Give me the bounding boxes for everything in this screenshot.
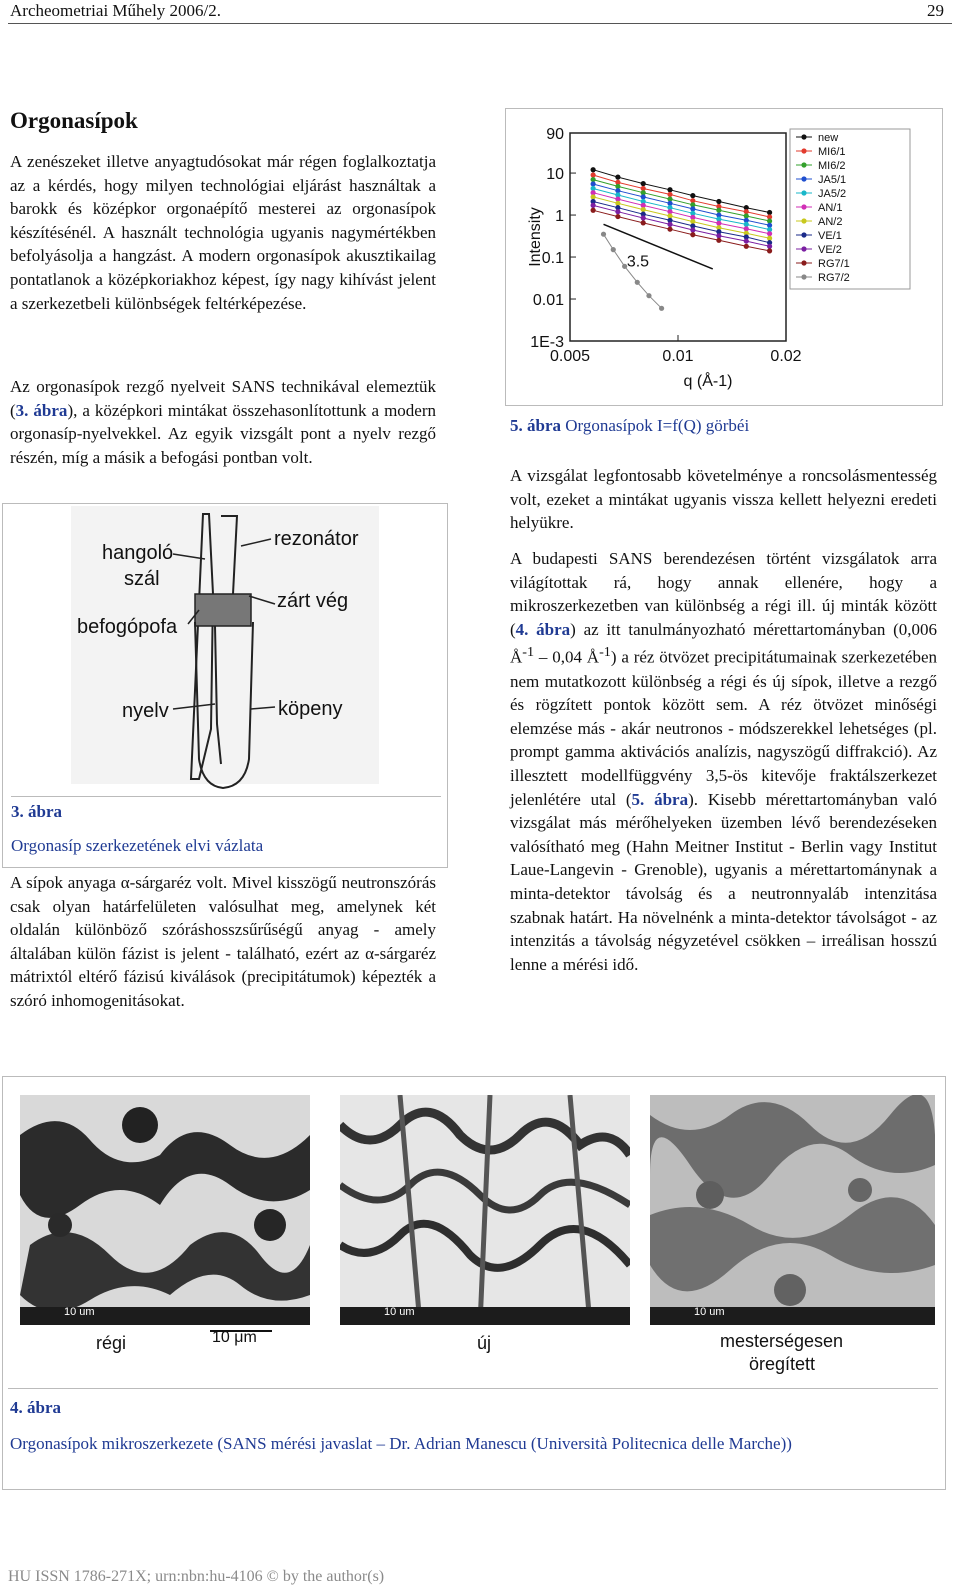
micrograph-regi xyxy=(20,1095,310,1325)
label-hangolo: hangoló xyxy=(102,542,174,564)
label-nyelv: nyelv xyxy=(122,700,169,722)
data-point xyxy=(641,220,646,225)
figure-3-label: 3. ábra xyxy=(11,802,62,821)
rp2-sup2: -1 xyxy=(599,644,611,661)
right-paragraph-2 xyxy=(510,547,937,976)
legend-label: JA5/1 xyxy=(818,174,847,186)
legend-swatch-marker xyxy=(801,162,806,167)
figure-3-frame xyxy=(2,503,448,868)
data-point xyxy=(690,193,695,198)
p2-text-b: ), a középkori mintákat összehasonlítottunk a modern orgonasíp-nyelvekkel. Az egyik vizsgált pont a nyelv rezgő részén, míg a másik a befogási pontban volt. xyxy=(10,400,436,467)
left-paragraph-2 xyxy=(10,375,436,469)
legend-swatch-marker xyxy=(801,218,806,223)
y-tick-label: 0.01 xyxy=(532,292,564,310)
x-tick-label: 0.01 xyxy=(662,348,694,365)
micrograph-uj-scale: 10 um xyxy=(384,1306,415,1318)
left-paragraph-3: A sípok anyaga α-sárgaréz volt. Mivel kisszögű neutronszórás csak olyan határfelületen valósulhat meg, amelynek két oldalán különböző szóráshosszsűrűségű anyag - amely általában külön fázist is jelent - található, ezért az α-sárgaréz mátrixtól eltérő fázisú kiválások (precipitátumok) képezték a szóró inhomogenitásokat. xyxy=(10,873,436,1010)
figure-3-caption: Orgonasíp szerkezetének elvi vázlata xyxy=(11,836,264,855)
data-point xyxy=(591,181,596,186)
data-point xyxy=(611,247,616,252)
header-rule xyxy=(8,23,952,24)
data-point xyxy=(767,244,772,249)
data-point xyxy=(591,208,596,213)
figure-5-caption-line xyxy=(510,414,749,437)
figure-3-divider xyxy=(11,796,441,797)
data-point xyxy=(615,209,620,214)
rp2-sup1: -1 xyxy=(522,644,535,661)
section-title: Orgonasípok xyxy=(10,108,138,133)
data-point xyxy=(716,233,721,238)
figure-ref-3[interactable]: 3. ábra xyxy=(15,400,68,420)
rp2-c: – 0,04 Å xyxy=(534,648,600,668)
label-rezonator: rezonátor xyxy=(274,528,359,550)
legend-swatch-marker xyxy=(801,232,806,237)
data-point xyxy=(690,227,695,232)
panel-label-uj: új xyxy=(477,1333,492,1353)
scale-bar-label: 10 μm xyxy=(212,1329,257,1346)
clamp-block xyxy=(195,594,251,626)
micrograph-oregitett xyxy=(650,1095,935,1325)
legend-swatch-marker xyxy=(801,204,806,209)
legend-label: JA5/2 xyxy=(818,188,847,200)
label-szal: szál xyxy=(124,568,160,590)
rp2-b: ) az itt tanulmányozható mérettartományban (0,006 Å xyxy=(510,619,937,668)
figure-5-label: 5. ábra xyxy=(510,416,561,435)
data-point xyxy=(615,214,620,219)
footer-issn: HU ISSN 1786-271X; urn:nbn:hu-4106 © by the author(s) xyxy=(8,1568,385,1585)
data-point xyxy=(667,222,672,227)
micrograph-oregitett-image xyxy=(650,1095,935,1325)
figure-4-divider xyxy=(8,1388,938,1389)
data-point xyxy=(591,194,596,199)
legend-swatch-marker xyxy=(801,148,806,153)
data-point xyxy=(591,172,596,177)
data-point xyxy=(744,222,749,227)
micrograph-regi-scale: 10 um xyxy=(64,1306,95,1318)
p2-text-a: Az orgonasípok rezgő nyelveit SANS technikával elemeztük ( xyxy=(10,377,436,420)
data-point xyxy=(716,238,721,243)
legend-label: VE/1 xyxy=(818,230,842,242)
rp2-a: A budapesti SANS berendezésen történt vizsgálatok arra világítottak rá, hogy annak ellenére, hogy a mikroszerkezetben van különbség a régi ill. új minták között ( xyxy=(510,549,937,639)
page-number: 29 xyxy=(927,1,944,20)
data-point xyxy=(744,238,749,243)
legend-swatch-marker xyxy=(801,246,806,251)
x-tick-label: 0.005 xyxy=(549,348,591,365)
figure-5-frame xyxy=(505,108,943,406)
data-point xyxy=(601,232,606,237)
micrograph-regi-image xyxy=(20,1095,310,1325)
panel-label-oregitett: öregített xyxy=(749,1354,816,1374)
rp2-e: ). Kisebb mérettartományban való vizsgálat más mérőhelyeken üzemben lévő berendezéseken valósítható meg (Hahn Meitner Institut - Berlin vagy Institut Laue-Langevin - Grenoble), ugyanis a mérettartománynak a minta-detektor távolság és a neutronnyaláb intenzitása szabnak határt. Ha növelnénk a minta-detektor távolságot - az intenzitás a távolság négyzetével csökken – irreálisan hosszú lenne a mérési idő. xyxy=(510,789,938,974)
data-point xyxy=(641,181,646,186)
figure-4-caption: Orgonasípok mikroszerkezete (SANS mérési javaslat – Dr. Adrian Manescu (Università Politecnica delle Marche)) xyxy=(10,1434,792,1453)
data-point xyxy=(767,210,772,215)
legend-label: new xyxy=(818,132,839,144)
x-axis-label: q (Å-1) xyxy=(683,373,733,390)
figure-4-label: 4. ábra xyxy=(10,1398,61,1417)
data-point xyxy=(591,167,596,172)
legend-label: RG7/2 xyxy=(818,272,850,284)
plot-area xyxy=(570,133,786,341)
data-point xyxy=(716,221,721,226)
panel-label-mestersegesen: mesterségesen xyxy=(720,1331,844,1351)
data-point xyxy=(635,280,640,285)
data-point xyxy=(646,293,651,298)
panel-label-regi: régi xyxy=(96,1333,127,1353)
x-tick-label: 0.02 xyxy=(770,348,802,365)
y-tick-label: 90 xyxy=(546,126,564,143)
micrograph-uj-image xyxy=(340,1095,630,1325)
data-point xyxy=(667,192,672,197)
left-paragraph-1: A zenészeket illetve anyagtudósokat már régen foglalkoztatja az a kérdés, hogy milyen technológiai eljárást használtak a barokk és középkor orgonaépítő mesterei az orgonasípok készítésénél. A használt technológia ugyanis nagymértékben befolyásolja a hangzást. A modern orgonasípok akusztikailag pontatlanok a középkoriakhoz képest, így nagy kihívást jelent a szerkezetbeli különbségek feltérképezése. xyxy=(10,152,436,313)
data-point xyxy=(591,203,596,208)
data-point xyxy=(716,199,721,204)
micrograph-oregitett-scale: 10 um xyxy=(694,1306,725,1318)
right-paragraph-1: A vizsgálat legfontosabb követelménye a roncsolásmentesség volt, ezeket a mintákat ugyanis vissza kellett helyezni eredeti helyükre. xyxy=(510,466,937,533)
y-axis-label: Intensity xyxy=(527,207,544,267)
legend-swatch-marker xyxy=(801,134,806,139)
organ-pipe-diagram xyxy=(3,504,447,794)
data-point xyxy=(659,306,664,311)
data-point xyxy=(667,227,672,232)
legend-label: MI6/2 xyxy=(818,160,846,172)
data-point xyxy=(716,208,721,213)
data-point xyxy=(767,248,772,253)
y-tick-label: 1E-3 xyxy=(530,334,564,351)
legend-swatch-marker xyxy=(801,190,806,195)
legend-label: AN/1 xyxy=(818,202,843,214)
y-tick-label: 0.1 xyxy=(541,250,564,268)
journal-header: Archeometriai Műhely 2006/2. xyxy=(10,1,222,20)
label-kopeny: köpeny xyxy=(278,698,343,720)
y-tick-label: 10 xyxy=(546,166,564,184)
data-point xyxy=(667,187,672,192)
rp2-d: ) a réz ötvözet precipitátumainak szerkezetében nem mutatkozott különbség a régi és új sípok, illetve a rezgő és rögzített pontok között sem. A réz ötvözet minőségi elemzése más - akár neutronos - módszerekkel lehetséges (pl. prompt gamma aktivációs analízis, nagyszögű diffrakció). Az illesztett modellfüggvény 3,5-ös kitevője fraktálszerkezet jelenlétére utal ( xyxy=(510,648,937,809)
legend-label: VE/2 xyxy=(818,244,842,256)
legend-label: AN/2 xyxy=(818,216,843,228)
legend-swatch-marker xyxy=(801,260,806,265)
data-point xyxy=(641,215,646,220)
legend-swatch-marker xyxy=(801,176,806,181)
figure-ref-5[interactable]: 5. ábra xyxy=(631,789,689,809)
micrograph-uj xyxy=(340,1095,630,1325)
data-point xyxy=(641,194,646,199)
legend-label: RG7/1 xyxy=(818,258,850,270)
data-point xyxy=(641,207,646,212)
label-befogopofa: befogópofa xyxy=(77,616,178,638)
figure-ref-4[interactable]: 4. ábra xyxy=(515,619,571,639)
data-point xyxy=(615,175,620,180)
legend-swatch-marker xyxy=(801,274,806,279)
data-point xyxy=(744,244,749,249)
data-point xyxy=(767,231,772,236)
fit-annotation: 3.5 xyxy=(626,253,650,271)
legend-label: MI6/1 xyxy=(818,146,846,158)
intensity-chart xyxy=(506,109,942,405)
y-tick-label: 1 xyxy=(555,208,564,226)
figure-5-caption: Orgonasípok I=f(Q) görbéi xyxy=(565,416,750,435)
label-zart-veg: zárt vég xyxy=(277,590,349,612)
legend-box xyxy=(790,129,910,289)
data-point xyxy=(690,232,695,237)
